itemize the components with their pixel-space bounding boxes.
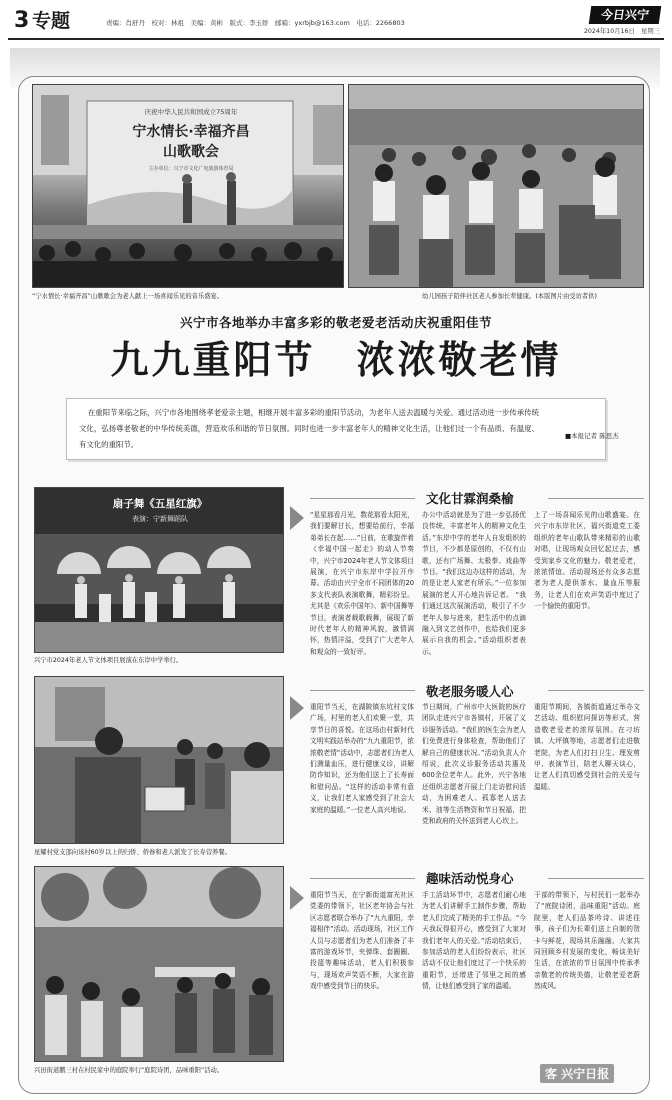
photo-kids-seniors [348, 84, 644, 288]
section2-column-3: 重阳节期间，各镇街道通过举办文艺活动、组织慰问探访等形式，营造敬老爱老的浓厚氛围。在刁坊镇、大坪镇等地，志愿者们走进敬老院，为老人们打扫卫生、理发剪甲、表演节目，陪老人聊天谈心，让老人们真切感受到社会的关爱与温暖。 [534, 703, 640, 791]
courtyard-scene [35, 867, 284, 1062]
stage-sign-sub: 表演：宁新舞蹈队 [132, 515, 188, 523]
fan-dance-scene [35, 488, 284, 653]
section1-column-1: “星星那看月光，数花那看太阳光，我们要解甘长，想要给前行，幸福弟弟长在起……”日前，在歌旋伴着《幸福中国一起走》的动人节奏中，兴宁市2024年老人节文体项目展演，在兴宁市东岸中学拉开序幕。活动由兴宁全市不同团体的20多支代表队表演歌舞，精彩纷呈。尤其是《欢乐中国年》、新中国舞等节目，表演者载歌载舞，展现了新时代老年人的精神风貌，激情满怀，热情洋溢，受到了广大老年人和观众的一致好评。 [310, 511, 414, 656]
section-rule-3 [310, 878, 415, 879]
photo-nutrition-meal [34, 676, 284, 844]
byline: ■本报记者 陈思杰 [565, 432, 619, 440]
section-title-culture: 文化甘霖润桑榆 [426, 491, 514, 506]
photo-fan-dance [34, 487, 284, 653]
caption-song-concert: “宁水情长·幸福齐昌”山歌歌会为老人献上一场喜闻乐见的音乐盛宴。 [32, 293, 224, 300]
caption-kids-seniors: 幼儿园孩子陪伴社区老人参加长辈健康。(本版图片由受访者供) [422, 293, 597, 300]
section2-column-2: 节日期间，广州市中大医院的医疗团队走进兴宁市各镇村，开展了义诊服务活动。“我们的医生会为老人们免费进行身体检查，帮助他们了解自己的健康状况。”活动负责人介绍说，此次义诊服务活动共惠及600余位老年人。此外，兴宁各地还组织志愿者开展上门走访慰问活动，为困难老人、孤寡老人送去米、油等生活物资和节日祝福，把党和政府的关怀送到老人心坎上。 [422, 703, 526, 826]
kicker-subtitle: 兴宁市各地举办丰富多彩的敬老爱老活动庆祝重阳佳节 [179, 315, 492, 330]
section3-column-3: 干部的带领下，与村民们一起举办了“庭院诗团，品味重阳”活动。庭院里，老人们品茶吟诗、讲述往事，孩子们为长辈们送上自制的贺卡与鲜花，现场其乐融融。大家共同回顾乡村发展的变化，畅谈美好生活，在浓浓的节日氛围中传承孝亲敬老的传统美德，让敬老爱老蔚然成风。 [534, 891, 640, 991]
section-name: 专题 [32, 10, 71, 32]
lead-paragraph: 在重阳节来临之际，兴宁市各地围绕孝老爱亲主题，相继开展丰富多彩的重阳节活动，为老年人送去温暖与关爱。通过活动进一步传承传统文化，弘扬尊老敬老的中华传统美德，营造欢乐和谐的节日氛围。同时也进一步丰富老年人的精神文化生活，让他们过一个有品质、有温度、有文化的重阳节。 [79, 408, 539, 449]
section-rule-1b [548, 498, 644, 499]
banner-small-text: 主办单位：兴宁市文化广电旅游体育局 [148, 166, 234, 172]
section1-column-2: 办公中活动就是为了进一步弘扬优良传统，丰富老年人的精神文化生活。”东岸中学的老年人自发组织的节目，不少都是原创的，不仅有山歌，还有广场舞、太极拳、戏曲等节目。“我们这边办这样的活动，为的是让老人家老有所乐。”一位参加展演的老人开心地告诉记者。 “我们通过这次展演活动，吸引了不少老年人参与进来，把生活中的点滴融入到文艺创作中，也给我们更多展示自我的机会。”活动组织者表示。 [422, 511, 526, 656]
page-number: 3 [14, 8, 30, 33]
page-headline: 九九重阳节 浓浓敬老情 [110, 337, 562, 382]
issue-date: 2024年10月16日 星期三 [583, 28, 660, 35]
section2-column-1: 重阳节当天，在湖陂镇东坑村文体广场，村里的老人们欢聚一堂，共享节日的喜悦。在这场由村新时代文明实践站举办的“九九重阳节，浓浓敬老情”活动中，志愿者们为老人们测量血压，进行健康义诊，讲解防诈知识，还为他们送上了长寿面和慰问品。“这样的活动非常有意义，让我们老人家感受到了社会大家庭的温暖。”一位老人高兴地说。 [310, 703, 414, 814]
banner-title-line2: 山歌歌会 [163, 144, 219, 160]
caption-nutrition-meal: 星耀村党支部向该村60岁以上的归侨、侨眷和老人派发了长寿营养餐。 [34, 849, 231, 856]
staff-credits: 责编：肖舒丹 校对：林祖 美编：黄彬 版式：李玉娇 邮箱：yxrbjb@163.com 电话：2266803 [106, 19, 405, 27]
masthead [8, 8, 664, 35]
section1-column-3: 上了一场喜闻乐见的山歌盛宴。在兴宁市东岸社区，福兴街道党工委组织的老年山歌队带来精彩的山歌对唱，让现场观众回忆起过去，感受到家乡文化的魅力。敬老爱老，浓浓情谊。活动现场还有众多志愿者为老人提供茶水、量血压等服务，让老人们在欢声笑语中度过了一个愉快的重阳节。 [534, 511, 640, 611]
photo-courtyard [34, 866, 284, 1062]
stage-sign-title: 扇子舞《五星红旗》 [112, 498, 208, 510]
section-title-service: 敬老服务暖人心 [426, 684, 514, 699]
photo-song-concert [32, 84, 344, 288]
section-rule-1 [310, 498, 415, 499]
caption-fan-dance: 兴宁市2024年老人节文体项目展演在东岸中学举行。 [34, 657, 183, 664]
banner-title-line1: 宁水情长·幸福齐昌 [132, 124, 250, 140]
section-arrow-1 [290, 506, 304, 530]
lead-box [66, 398, 619, 460]
section-arrow-2 [290, 696, 304, 720]
section3-column-2: 手工活动环节中，志愿者们耐心地为老人们讲解手工制作步骤，帮助老人们完成了精美的手工作品。“今天我玩得很开心，感受到了大家对我们老年人的关爱。”活动结束后，参加活动的老人们纷纷表示，社区活动不仅让他们度过了一个快乐的重阳节，还增进了邻里之间的感情，让他们感受到了家的温暖。 [422, 891, 526, 991]
newspaper-logo: 今日兴宁 [589, 6, 662, 24]
crowd-scene [349, 85, 644, 288]
meal-handout-scene [35, 677, 284, 844]
caption-courtyard: 兴田街道鹏三村在村民家中的庭院举行“庭院诗团，品味重阳”活动。 [34, 1067, 224, 1074]
section3-column-1: 重阳节当天，在宁新街道富光社区党委的带领下，社区老年协会与社区志愿者联合举办了“九九重阳，幸福相伴”活动。活动现场，社区工作人员与志愿者们为老人们准备了丰富的游戏环节，夹弹珠、套圈圈、投篮等趣味活动，老人们积极参与，现场欢声笑语不断，大家在游戏中感受到节日的快乐。 [310, 891, 414, 991]
section-rule-2b [548, 690, 644, 691]
section-arrow-3 [290, 886, 304, 910]
section-rule-2 [310, 690, 415, 691]
banner-top-text: 庆祝中华人民共和国成立75周年 [144, 108, 238, 116]
section-rule-3b [548, 878, 644, 879]
masthead-divider [8, 38, 664, 40]
section-title-fun: 趣味活动悦身心 [426, 871, 514, 886]
watermark: 客 兴宁日报 [540, 1064, 614, 1083]
